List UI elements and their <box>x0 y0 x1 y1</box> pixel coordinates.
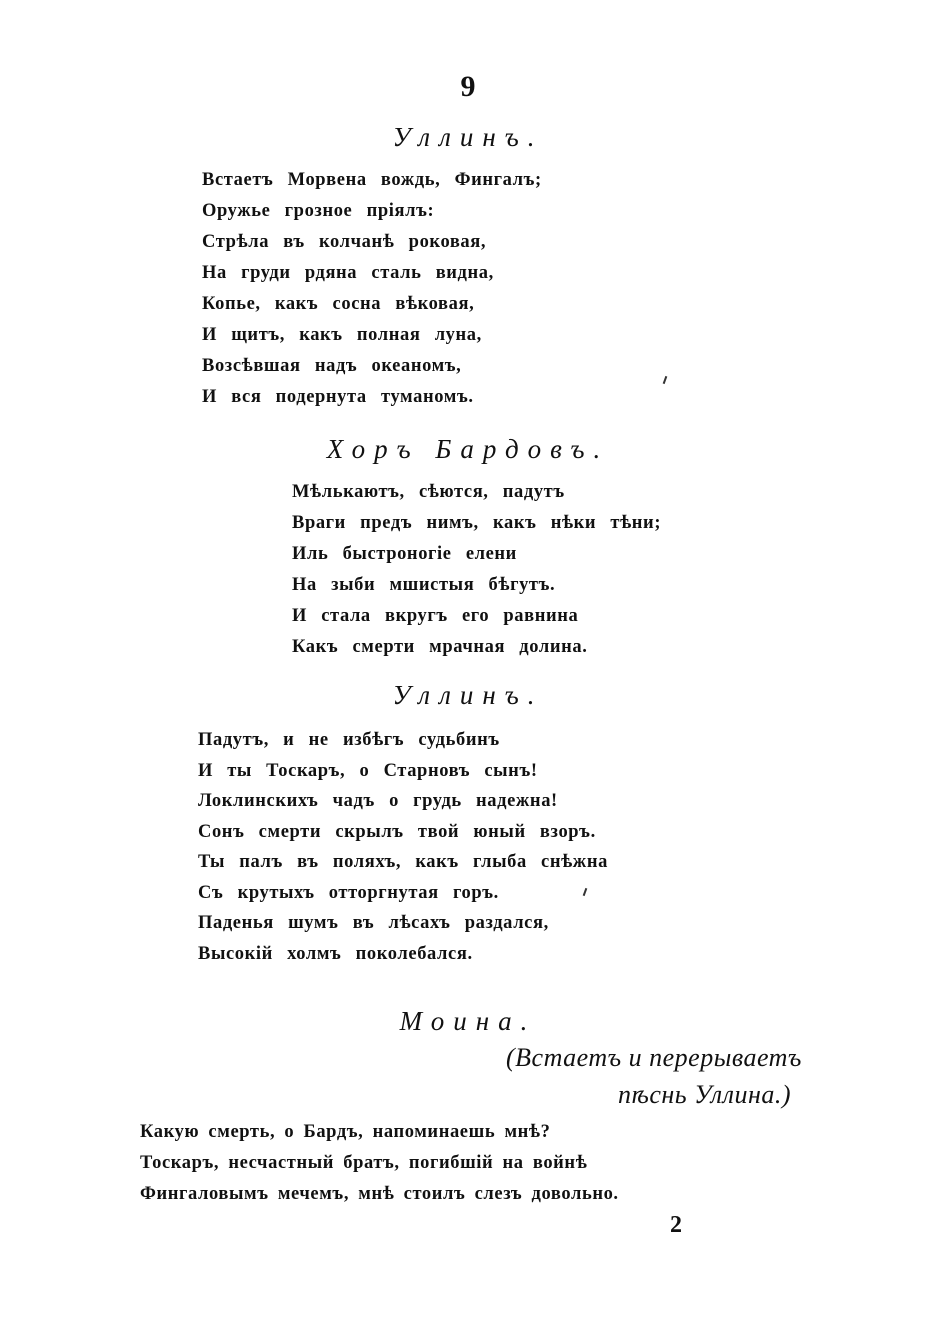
speaker-heading-chorus: Хоръ Бардовъ. <box>326 434 610 464</box>
verse-line: Фингаловымъ мечемъ, мнѣ стоилъ слезъ довольно. <box>140 1184 619 1204</box>
stanza-ullin-1 <box>202 170 542 418</box>
verse-line: Тоскаръ, несчастный братъ, погибшiй на войнѣ <box>140 1153 588 1173</box>
verse-line: Съ крутыхъ отторгнутая горъ. <box>198 882 499 903</box>
verse-line: Копье, какъ сосна вѣковая, <box>202 294 475 314</box>
verse-line: Оружье грозное прiялъ: <box>202 201 435 221</box>
verse-line: И щитъ, какъ полная луна, <box>202 325 482 345</box>
stage-direction-line-2: пѣснь Уллина.) <box>618 1080 792 1109</box>
verse-line: Ты палъ въ поляхъ, какъ глыба снѣжна <box>198 852 608 872</box>
speaker-heading-ullin-2: Уллинъ. <box>392 680 544 710</box>
verse-line: Иль быстроногiе елени <box>292 544 517 564</box>
verse-line: На груди рдяна сталь видна, <box>202 263 494 283</box>
speaker-heading-moina: Моина. <box>399 1006 537 1036</box>
verse-line: Падутъ, и не избѣгъ судьбинъ <box>198 730 500 750</box>
verse-line: Какъ смерти мрачная долина. <box>292 637 588 657</box>
ink-speck <box>663 376 668 384</box>
verse-line: И вся подернута туманомъ. <box>202 387 474 407</box>
verse-line: И ты Тоскаръ, о Старновъ сынъ! <box>198 760 538 781</box>
verse-line: Какую смерть, о Бардъ, напоминаешь мнѣ? <box>140 1122 551 1142</box>
page-number: 9 <box>460 70 476 103</box>
verse-line: Стрѣла въ колчанѣ роковая, <box>202 232 487 252</box>
verse-line: Враги предъ нимъ, какъ нѣки тѣни; <box>292 513 662 533</box>
stanza-chorus <box>292 482 661 668</box>
moina-speech <box>140 1122 619 1215</box>
verse-line: На зыби мшистыя бѣгутъ. <box>292 575 556 595</box>
verse-line: Высокiй холмъ поколебался. <box>198 943 473 964</box>
stage-direction-line-1: (Встаетъ и перерываетъ <box>506 1043 802 1072</box>
stanza-ullin-2 <box>198 730 608 974</box>
verse-line: Локлинскихъ чадъ о грудь надежна! <box>198 791 558 811</box>
verse-line: Сонъ смерти скрылъ твой юный взоръ. <box>198 821 596 842</box>
printer-signature-mark: 2 <box>670 1212 682 1238</box>
verse-line: Встаетъ Морвена вождь, Фингалъ; <box>202 170 542 190</box>
verse-line: Возсѣвшая надъ океаномъ, <box>202 356 462 376</box>
verse-line: И стала вкругъ его равнина <box>292 606 579 626</box>
verse-line: Мѣлькаютъ, сѣются, падутъ <box>292 482 565 502</box>
speaker-heading-ullin-1: Уллинъ. <box>392 122 544 152</box>
verse-line: Паденья шумъ въ лѣсахъ раздался, <box>198 913 549 933</box>
